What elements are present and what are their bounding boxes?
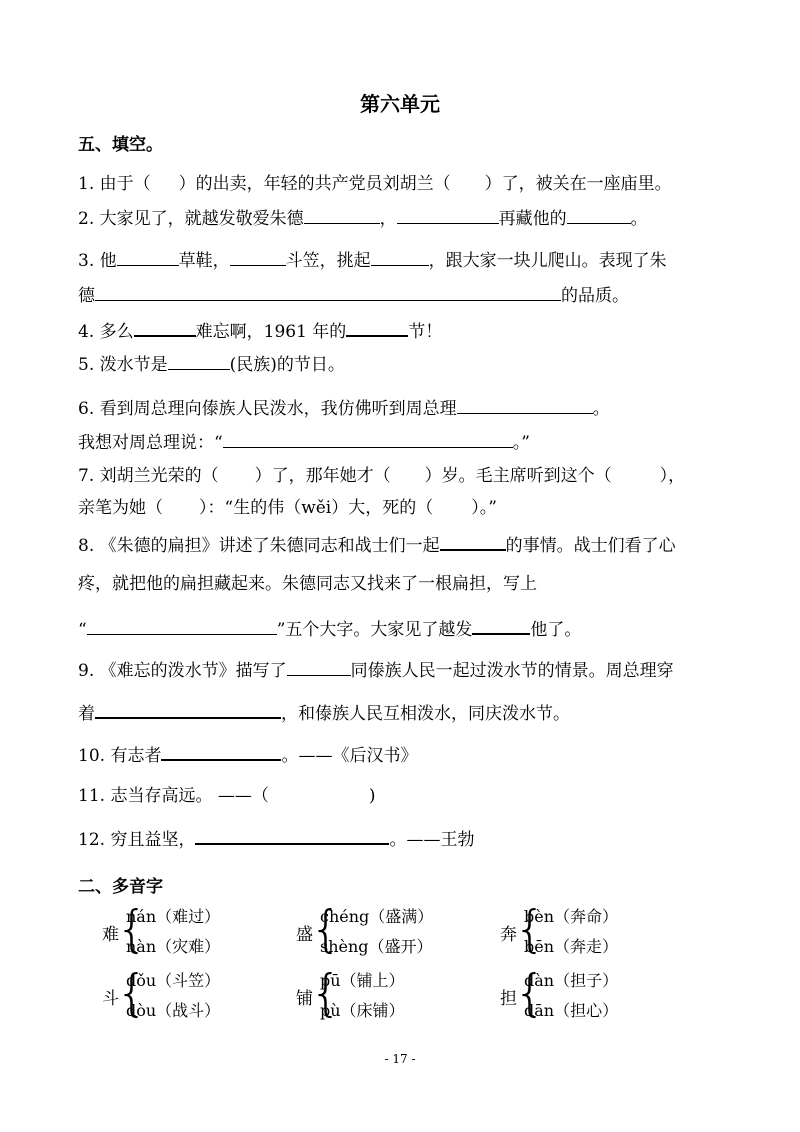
reading-2: dān（担心） — [524, 1001, 619, 1020]
polyphone-entry — [500, 966, 650, 1026]
blank[interactable] — [287, 658, 351, 676]
reading-1: bèn（奔命） — [524, 907, 619, 926]
blank[interactable] — [346, 318, 408, 337]
q8-text-b: 的事情。战士们看了心 — [505, 536, 676, 556]
reading-2: bēn（奔走） — [524, 937, 619, 956]
polyphone-char: 担 — [500, 989, 517, 1009]
blank[interactable] — [371, 248, 429, 266]
q6-text-a: 6. 看到周总理向傣族人民泼水，我仿佛听到周总理 — [78, 399, 457, 419]
blank[interactable] — [161, 742, 281, 761]
brace-icon: { — [310, 964, 342, 1022]
blank[interactable] — [134, 318, 196, 337]
q10-text-a: 10. 有志者 — [78, 746, 162, 766]
q7-text-f: ）：“生的伟（wěi）大，死的（ — [199, 498, 434, 518]
q3-text-b: 草鞋， — [178, 251, 230, 271]
blank[interactable] — [168, 352, 230, 370]
question-2 — [78, 206, 648, 231]
polyphone-entry — [102, 902, 252, 962]
section-heading-polyphone: 二、多音字 — [78, 877, 163, 897]
blank[interactable] — [117, 248, 179, 266]
q3-text-e: 德 — [78, 286, 95, 306]
reading-2: dòu（战斗） — [126, 1001, 221, 1020]
q8-text-f: 他了。 — [530, 620, 582, 640]
brace-icon: { — [116, 964, 148, 1022]
reading-1: chéng（盛满） — [320, 907, 434, 926]
question-11 — [78, 784, 375, 808]
q8-text-a: 8. 《朱德的扁担》讲述了朱德同志和战士们一起 — [78, 536, 440, 556]
polyphone-char: 斗 — [102, 989, 119, 1009]
question-3-line-1 — [78, 248, 667, 273]
q6-text-d: 。” — [512, 433, 530, 453]
reading-1: dàn（担子） — [524, 971, 619, 990]
q7-text-c: ）岁。毛主席听到这个（ — [424, 466, 612, 486]
polyphone-entry — [500, 902, 650, 962]
q3-text-a: 3. 他 — [78, 251, 117, 271]
question-1 — [78, 172, 672, 196]
polyphone-char: 铺 — [296, 989, 313, 1009]
blank[interactable] — [223, 430, 513, 448]
blank[interactable] — [457, 396, 593, 414]
q7-text-d: ）， — [659, 466, 686, 486]
q7-text-e: 亲笔为她（ — [78, 498, 163, 518]
q3-text-c: 斗笠，挑起 — [285, 251, 371, 271]
q2-text-d: 。 — [630, 209, 648, 229]
q4-text-c: 节！ — [408, 322, 443, 342]
brace-icon: { — [310, 900, 342, 958]
brace-icon: { — [116, 900, 148, 958]
q2-text-b: ， — [379, 209, 397, 229]
q9-text-a: 9. 《难忘的泼水节》描写了 — [78, 661, 287, 681]
q8-text-d: “ — [78, 620, 87, 640]
reading-1: dǒu（斗笠） — [126, 971, 221, 990]
q6-text-b: 。 — [592, 399, 610, 419]
q2-text-c: 再藏他的 — [498, 209, 567, 229]
q12-text-a: 12. 穷且益坚， — [78, 830, 196, 850]
polyphone-char: 难 — [102, 925, 119, 945]
question-3-line-2 — [78, 283, 629, 308]
question-8-line-1 — [78, 532, 676, 558]
question-8-line-2 — [78, 572, 537, 596]
q7-text-g: ）。” — [471, 498, 497, 518]
q1-text-b: ）的出卖，年轻的共产党员刘胡兰（ — [178, 174, 451, 194]
q8-text-c: 疼，就把他的扁担藏起来。朱德同志又找来了一根扁担，写上 — [78, 574, 537, 594]
brace-icon: { — [514, 964, 546, 1022]
section-heading-fill: 五、填空。 — [78, 135, 163, 155]
question-6-line-1 — [78, 396, 610, 421]
question-9-line-1 — [78, 658, 674, 683]
q11-text-a: 11. 志当存高远。 ——（ — [78, 786, 269, 806]
blank[interactable] — [567, 206, 631, 224]
q1-text-a: 1. 由于（ — [78, 174, 151, 194]
blank[interactable] — [87, 617, 277, 635]
reading-2: shèng（盛开） — [320, 937, 433, 956]
question-8-line-3 — [78, 616, 581, 642]
blank[interactable] — [440, 532, 506, 551]
q7-text-a: 7. 刘胡兰光荣的（ — [78, 466, 219, 486]
q3-text-f: 的品质。 — [561, 286, 629, 306]
blank[interactable] — [230, 248, 286, 266]
question-4 — [78, 318, 442, 344]
polyphone-char: 盛 — [296, 925, 313, 945]
blank[interactable] — [95, 700, 281, 719]
q9-text-b: 同傣族人民一起过泼水节的情景。周总理穿 — [350, 661, 674, 681]
q8-text-e: ”五个大字。大家见了越发 — [276, 620, 473, 640]
page-number: - 17 - — [384, 1052, 416, 1066]
reading-1: nán（难过） — [126, 907, 221, 926]
q12-text-b: 。——王勃 — [389, 830, 475, 850]
question-10 — [78, 742, 417, 768]
blank[interactable] — [304, 206, 380, 224]
reading-1: pū（铺上） — [320, 971, 405, 990]
q1-text-c: ）了，被关在一座庙里。 — [484, 174, 672, 194]
blank[interactable] — [95, 283, 561, 301]
reading-2: pù（床铺） — [320, 1001, 405, 1020]
blank[interactable] — [195, 826, 389, 845]
question-12 — [78, 826, 474, 852]
q11-text-b: ) — [368, 786, 376, 806]
polyphone-entry — [102, 966, 252, 1026]
q3-text-d: ，跟大家一块儿爬山。表现了朱 — [428, 251, 667, 271]
q6-text-c: 我想对周总理说：“ — [78, 433, 223, 453]
q9-text-d: ，和傣族人民互相泼水，同庆泼水节。 — [281, 704, 570, 724]
q4-text-a: 4. 多么 — [78, 322, 134, 342]
q2-text-a: 2. 大家见了，就越发敬爱朱德 — [78, 209, 304, 229]
reading-2: nàn（灾难） — [126, 937, 221, 956]
q10-text-b: 。——《后汉书》 — [281, 746, 418, 766]
question-6-line-2 — [78, 430, 530, 455]
q9-text-c: 着 — [78, 704, 95, 724]
polyphone-entry — [296, 902, 466, 962]
polyphone-entry — [296, 966, 466, 1026]
q5-text-a: 5. 泼水节是 — [78, 355, 168, 375]
polyphone-char: 奔 — [500, 925, 517, 945]
question-7-line-1 — [78, 464, 685, 488]
q4-text-b: 难忘啊，1961 年的 — [195, 322, 347, 342]
q7-text-b: ）了，那年她才（ — [254, 466, 391, 486]
brace-icon: { — [514, 900, 546, 958]
q5-text-b: (民族)的节日。 — [229, 355, 345, 375]
question-9-line-2 — [78, 700, 570, 726]
question-5 — [78, 352, 345, 377]
blank[interactable] — [397, 206, 499, 224]
page-title: 第六单元 — [360, 92, 440, 116]
question-7-line-2 — [78, 496, 497, 520]
blank[interactable] — [472, 616, 530, 635]
